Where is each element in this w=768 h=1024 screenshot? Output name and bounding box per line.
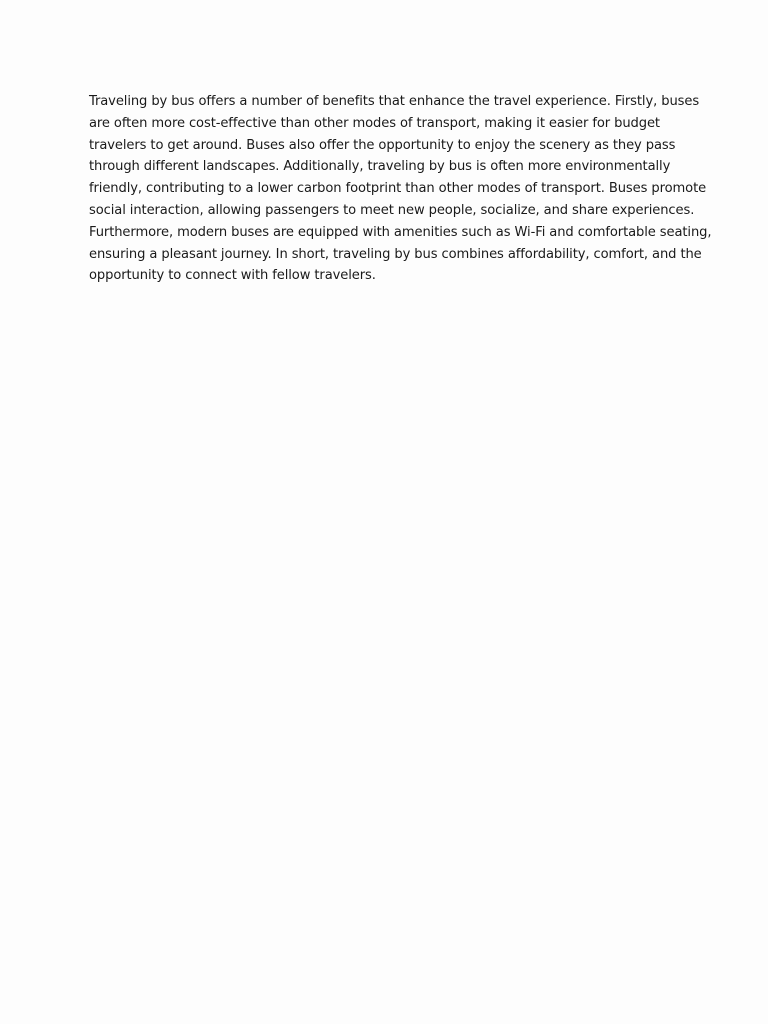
body-paragraph: Traveling by bus offers a number of benefits that enhance the travel experience. Firstly, buses are often more cost-effective than other modes of transport, making it easier for budget travelers to get around. Buses also offer the opportunity to enjoy the scenery as they pass through different landscapes. Additionally, traveling by bus is often more environmentally friendly, contributing to a lower carbon footprint than other modes of transport. Buses promote social interaction, allowing passengers to meet new people, socialize, and share experiences. Furthermore, modern buses are equipped with amenities such as Wi-Fi and comfortable seating, ensuring a pleasant journey. In short, traveling by bus combines affordability, comfort, and the opportunity to connect with fellow travelers.	[89, 94, 712, 284]
